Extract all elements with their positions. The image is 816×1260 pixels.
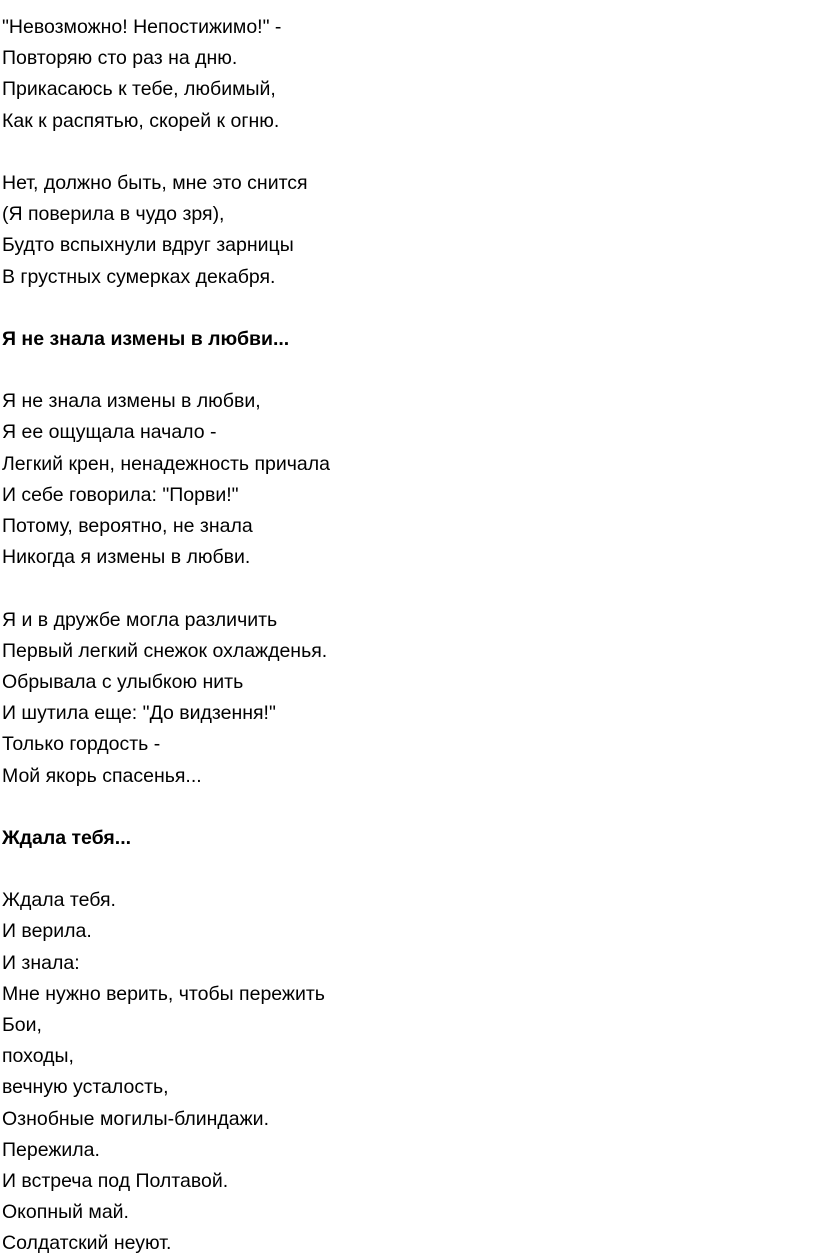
poem-line: походы, [2,1045,74,1068]
poem-line: вечную усталость, [2,1076,169,1099]
poem-line: Я ее ощущала начало - [2,421,217,444]
stanza-gap [2,573,816,604]
poem-line: Пережила. [2,1138,100,1161]
poem-line: Как к распятью, скорей к огню. [2,109,280,132]
stanza [2,605,816,792]
stanza-gap [2,792,816,823]
poem-line: Бои, [2,1014,42,1036]
poem-line: "Невозможно! Непостижимо!" - [2,16,282,38]
poem-line: Я не знала измены в любви, [2,390,261,413]
stanza [2,168,816,293]
stanza-gap [2,293,816,324]
poem-line: Мне нужно верить, чтобы пережить [2,982,325,1005]
poem-line: И верила. [2,920,92,943]
poem-line: Ознобные могилы-блиндажи. [2,1107,269,1130]
poem-line: Обрывала с улыбкою нить [2,670,244,693]
poem-line: Солдатский неуют. [2,1232,172,1255]
poem-line: Повторяю сто раз на дню. [2,47,238,70]
poem-line: (Я поверила в чудо зря), [2,203,225,226]
poem-line: Легкий крен, ненадежность причала [2,452,330,475]
stanza-gap [2,137,816,168]
poem-line: И встреча под Полтавой. [2,1169,229,1192]
poem-line: Потому, вероятно, не знала [2,515,253,537]
poem-line: И себе говорила: "Порви!" [2,483,239,506]
poem-line: Будто вспыхнули вдруг зарницы [2,234,294,257]
poem-line: Никогда я измены в любви. [2,546,251,569]
poem-line: Мой якорь спасенья... [2,764,202,787]
stanza [2,12,816,137]
poem-line: Ждала тебя. [2,889,116,912]
poem-line: Нет, должно быть, мне это снится [2,171,308,194]
poem-line: И знала: [2,951,80,974]
stanza-gap [2,355,816,386]
poem-title: Я не знала измены в любви... [2,327,290,350]
poem-line: Прикасаюсь к тебе, любимый, [2,78,276,101]
poem-line: И шутила еще: "До видзення!" [2,702,276,725]
poem-line: В грустных сумерках декабря. [2,265,276,288]
poem-line: Окопный май. [2,1201,129,1224]
stanza-gap [2,854,816,885]
poem-line: Первый легкий снежок охлажденья. [2,639,328,662]
stanza [2,885,816,1259]
poem-line: Только гордость - [2,733,161,756]
poem-line: Я и в дружбе могла различить [2,608,278,631]
stanza [2,386,816,573]
poem-title: Ждала тебя... [2,826,132,849]
